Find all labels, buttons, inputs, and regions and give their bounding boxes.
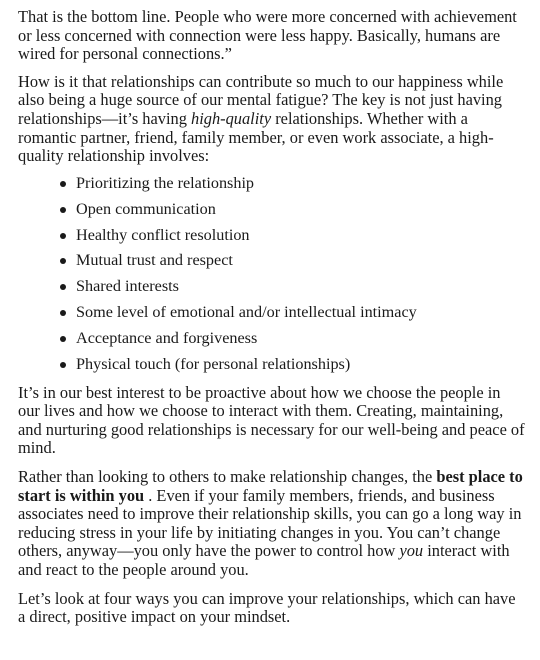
paragraph-four-ways: Let’s look at four ways you can improve your relationships, which can have a direct, positive impact on your mindset. (18, 588, 516, 627)
paragraph-best-interest: It’s in our best interest to be proactive about how we choose the people in our lives and how we choose to interact with them. Creating, maintaining, and nurturing good relationships is necessary for our well-being and peace of mind. (18, 382, 525, 458)
emphasis-you: you (399, 541, 424, 561)
emphasis-high-quality: high-quality (191, 108, 272, 128)
paragraph-text: relationships. Whether with a romantic partner, friend, family member, or even work associate, a high-quality relationship involves: (18, 108, 494, 166)
list-item: Prioritizing the relationship (60, 174, 526, 193)
list-item: Acceptance and forgiveness (60, 329, 526, 348)
paragraph-bottom-line: That is the bottom line. People who were more concerned with achievement or less concerned with connection were less happy. Basically, humans are wired for personal connections.” (18, 7, 517, 64)
paragraph-text: interact with and react to the people around you. (18, 541, 510, 579)
list-item: Some level of emotional and/or intellectual intimacy (60, 303, 526, 322)
list-item: Healthy conflict resolution (60, 226, 526, 245)
relationship-qualities-list (18, 174, 526, 374)
paragraph-start-within (18, 468, 526, 580)
paragraph-high-quality (18, 73, 526, 166)
bold-start-within: best place to start is within you (18, 466, 523, 505)
list-item: Physical touch (for personal relationships) (60, 355, 526, 374)
list-item: Mutual trust and respect (60, 251, 526, 270)
paragraph-text: Rather than looking to others to make relationship changes, the (18, 466, 437, 486)
list-item: Shared interests (60, 277, 526, 296)
list-item: Open communication (60, 200, 526, 219)
paragraph-text: . Even if your family members, friends, and business associates need to improve their relationship skills, you can go a long way in reducing stress in your life by initiating changes in you. You can’t change others, anyway—you only have the power to control how (18, 485, 522, 561)
paragraph-text: How is it that relationships can contribute so much to our happiness while also being a huge source of our mental fatigue? The key is not just having relationships—it’s having (18, 71, 504, 128)
